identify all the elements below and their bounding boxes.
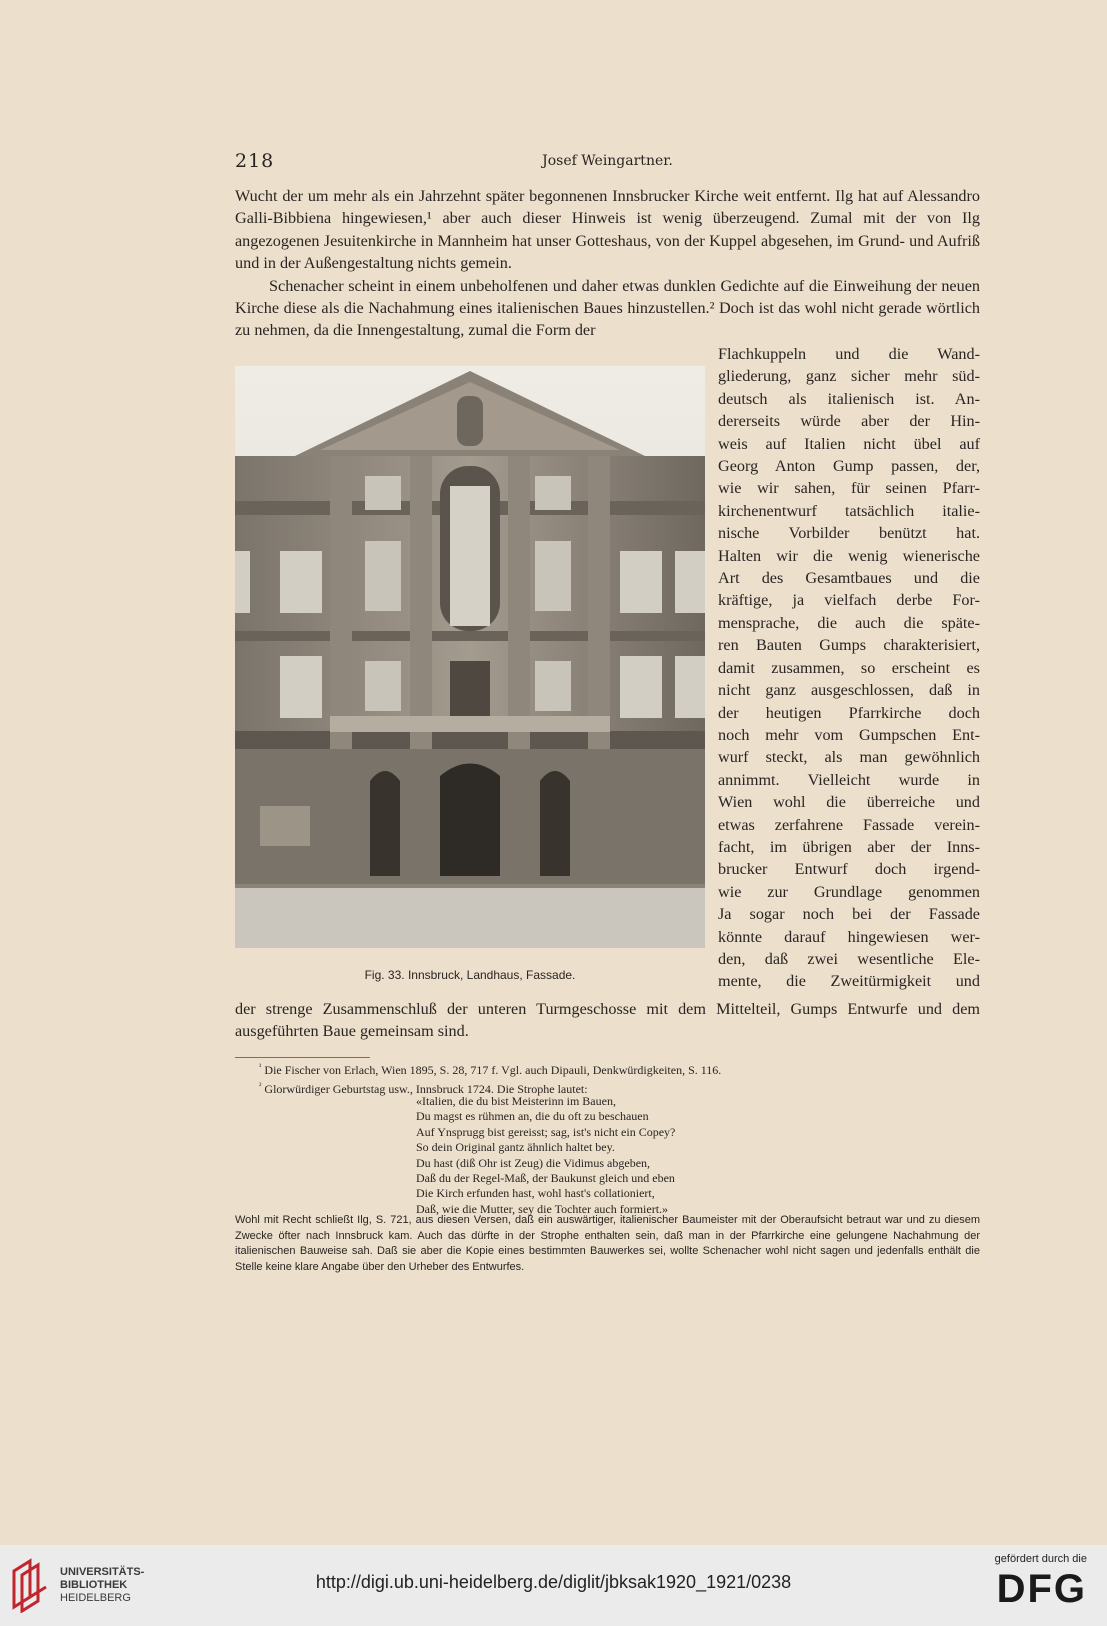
footnote-1 xyxy=(235,1059,980,1078)
paragraph-2-start: Schenacher scheint in einem unbeholfenen und daher etwas dunklen Gedichte auf die Einweihung der neuen Kirche diese als die Nachahmung eines italienischen Baues hinzustellen.² Doch ist das wohl nicht gerade wörtlich zu nehmen, da die Innengestaltung, zumal die Form der xyxy=(235,276,980,340)
column-line: ren Bauten Gumps charakterisiert, xyxy=(718,636,980,655)
body-text-bottom xyxy=(235,998,980,1043)
poem-line: Daß, wie die Mutter, sey die Tochter auch formiert.» xyxy=(416,1201,669,1216)
footnote-1-mark: ¹ xyxy=(259,1062,262,1071)
poem-line: Auf Ynsprugg bist gereisst; sag, ist's nicht ein Copey? xyxy=(416,1124,676,1139)
running-head: Josef Weingartner. xyxy=(542,153,673,169)
column-line: gliederung, ganz sicher mehr süd- xyxy=(718,367,980,386)
footnote-2-mark: ² xyxy=(259,1081,262,1090)
paragraph-2-end: der strenge Zusammenschluß der unteren Turmgeschosse mit dem Mittelteil, Gumps Entwurfe und dem ausgeführten Baue gemeinsam sind. xyxy=(235,1000,980,1041)
footnote-closing: Wohl mit Recht schließt Ilg, S. 721, aus diesen Versen, daß ein auswärtiger, italienischer Baumeister mit der Oberaufsicht betraut war und zu diesem Zwecke öfter nach Innsbruck kam. Auch das dürfte in der Strophe enthalten sein, daß man in der Pfarrkirche eine gelungene Nachahmung der italienischen Bauweise sah. Daß sie aber die Kopie eines bestimmten Bauwerkes sei, wollte Schenacher wohl nicht sagen und jedenfalls enthält die Stelle keine klare Angabe über den Urheber des Entwurfes. xyxy=(235,1214,980,1273)
column-line: facht, im übrigen aber der Inns- xyxy=(718,837,980,856)
permalink-url[interactable]: http://digi.ub.uni-heidelberg.de/diglit/jbksak1920_1921/0238 xyxy=(315,1572,792,1592)
column-line: Halten wir die wenig wienerische xyxy=(718,546,980,565)
column-line: Art des Gesamtbaues und die xyxy=(718,569,980,588)
poem-line: Daß du der Regel-Maß, der Baukunst gleich und eben xyxy=(416,1171,675,1186)
figure-caption: Fig. 33. Innsbruck, Landhaus, Fassade. xyxy=(364,968,576,982)
funder-block xyxy=(947,1553,1087,1612)
column-line: nicht ganz ausgeschlossen, daß in xyxy=(718,681,980,700)
page-header xyxy=(235,150,980,174)
column-line: mente, die Zweitürmigkeit und xyxy=(718,972,980,991)
poem-line: Du magst es rühmen an, die du oft zu beschauen xyxy=(416,1109,649,1124)
footnote-rule xyxy=(235,1057,370,1058)
column-line: den, daß zwei wesentliche Ele- xyxy=(718,949,980,968)
building-facade-photo xyxy=(235,366,705,948)
column-line: Georg Anton Gump passen, der, xyxy=(718,457,980,476)
library-name-line3: HEIDELBERG xyxy=(60,1592,131,1604)
column-line: kräftige, ja vielfach derbe For- xyxy=(718,591,980,610)
column-line: wie wir sahen, für seinen Pfarr- xyxy=(718,479,980,498)
column-line: kirchenentwurf tatsächlich italie- xyxy=(718,501,980,520)
column-line: Wien wohl die überreiche und xyxy=(718,793,980,812)
column-line: der heutigen Pfarrkirche doch xyxy=(718,703,980,722)
column-line: noch mehr vom Gumpschen Ent- xyxy=(718,725,980,744)
poem-quote xyxy=(416,1094,796,1217)
footnote-1-text: Die Fischer von Erlach, Wien 1895, S. 28, 717 f. Vgl. auch Dipauli, Denkwürdigkeiten, S. 116. xyxy=(264,1063,722,1077)
poem-line: Du hast (diß Ohr ist Zeug) die Vidimus abgeben, xyxy=(416,1155,651,1170)
column-line: könnte darauf hingewiesen wer- xyxy=(718,927,980,946)
column-line: Ja sogar noch bei der Fassade xyxy=(718,905,980,924)
funded-by-label: gefördert durch die xyxy=(994,1553,1087,1565)
column-line: wurf steckt, als man gewöhnlich xyxy=(718,748,980,767)
column-line: annimmt. Vielleicht wurde in xyxy=(718,770,980,789)
column-line: dererseits würde aber der Hin- xyxy=(718,412,980,431)
column-line: mensprache, die auch die späte- xyxy=(718,613,980,632)
page-number: 218 xyxy=(235,150,275,172)
column-line: deutsch als italienisch ist. An- xyxy=(718,389,980,408)
column-line: nische Vorbilder benützt hat. xyxy=(718,524,980,543)
poem-line: «Italien, die du bist Meisterinn im Bauen, xyxy=(416,1094,616,1108)
column-line: weis auf Italien nicht übel auf xyxy=(718,434,980,453)
text-column-right xyxy=(718,343,980,993)
column-line: brucker Entwurf doch irgend- xyxy=(718,860,980,879)
column-line: etwas zerfahrene Fassade verein- xyxy=(718,815,980,834)
viewer-footer xyxy=(0,1545,1107,1626)
footnotes xyxy=(235,1059,980,1097)
poem-line: So dein Original gantz ähnlich haltet bey. xyxy=(416,1140,615,1155)
footnote-2-text: Glorwürdiger Geburtstag usw., Innsbruck 1724. Die Strophe lautet: xyxy=(264,1082,588,1096)
library-name-line1: UNIVERSITÄTS- xyxy=(60,1566,145,1578)
poem-line: Die Kirch erfunden hast, wohl hast's collationiert, xyxy=(416,1186,655,1201)
dfg-logo: DFG xyxy=(996,1567,1087,1611)
column-line: Flachkuppeln und die Wand- xyxy=(718,345,980,363)
library-name-line2: BIBLIOTHEK xyxy=(60,1579,128,1591)
paragraph-1: Wucht der um mehr als ein Jahrzehnt später begonnenen Innsbrucker Kirche weit entfernt. Ilg hat auf Alessandro Galli-Bibbiena hingewiesen,¹ aber auch dieser Hinweis ist wenig überzeugend. Zumal mit der von Ilg angezogenen Jesuitenkirche in Mannheim hat unser Gotteshaus, von der Kuppel abgesehen, im Grund- und Aufriß und in der Außengestaltung nichts gemein. xyxy=(235,187,980,273)
column-line: damit zusammen, so erscheint es xyxy=(718,658,980,677)
figure-photo xyxy=(235,366,705,948)
body-text-top xyxy=(235,185,980,342)
column-line: wie zur Grundlage genommen xyxy=(718,882,980,901)
